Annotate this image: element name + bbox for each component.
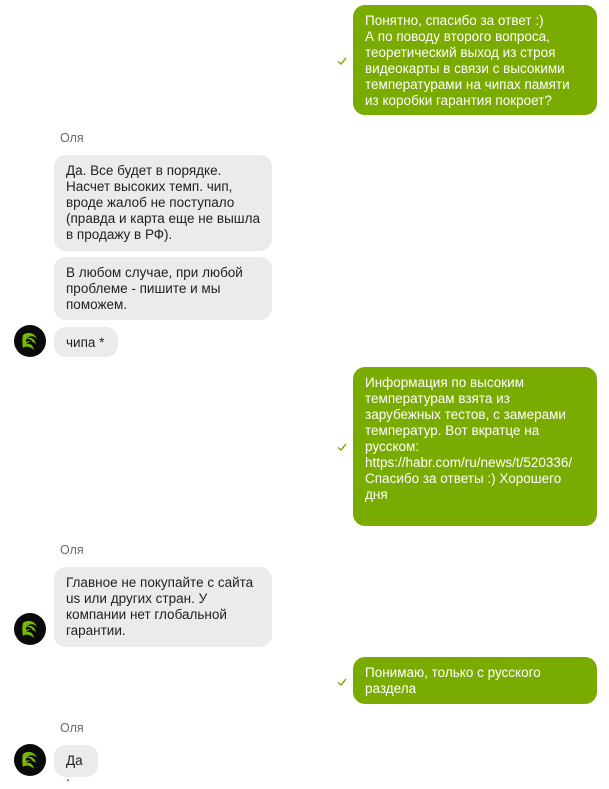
check-icon	[336, 676, 348, 688]
incoming-message[interactable]: Главное не покупайте с сайта us или других стран. У компании нет глобальной гарантии.	[54, 567, 272, 647]
outgoing-message[interactable]: Информация по высоким температурам взята из зарубежных тестов, с замерами температур. Вот вкратце на русском: https://habr.com/ru/news/t/520336/ Спасибо за ответы :) Хорошего дня	[353, 367, 597, 526]
incoming-message[interactable]: В любом случае, при любой проблеме - пишите и мы поможем.	[54, 257, 272, 320]
sender-name: Оля	[60, 131, 84, 145]
contact-avatar[interactable]	[14, 744, 46, 776]
sender-name: Оля	[60, 543, 84, 557]
incoming-message[interactable]: чипа *	[54, 327, 118, 357]
contact-avatar[interactable]	[14, 613, 46, 645]
contact-avatar[interactable]	[14, 325, 46, 357]
outgoing-message[interactable]: Понимаю, только с русского раздела	[353, 657, 597, 704]
incoming-message[interactable]: Да. Все будет в порядке. Насчет высоких темп. чип, вроде жалоб не поступало (правда и карта еще не вышла в продажу в РФ).	[54, 155, 272, 251]
nvidia-claw-logo	[14, 325, 46, 357]
check-icon	[336, 55, 348, 67]
nvidia-claw-logo	[14, 613, 46, 645]
sender-name: Оля	[60, 721, 84, 735]
check-icon	[336, 441, 348, 453]
incoming-message[interactable]: Да.	[54, 745, 98, 777]
outgoing-message[interactable]: Понятно, спасибо за ответ :) А по поводу второго вопроса, теоретический выход из строя видеокарты в связи с высокими температурами на чипах памяти из коробки гарантия покроет?	[353, 5, 597, 115]
nvidia-claw-logo	[14, 744, 46, 776]
